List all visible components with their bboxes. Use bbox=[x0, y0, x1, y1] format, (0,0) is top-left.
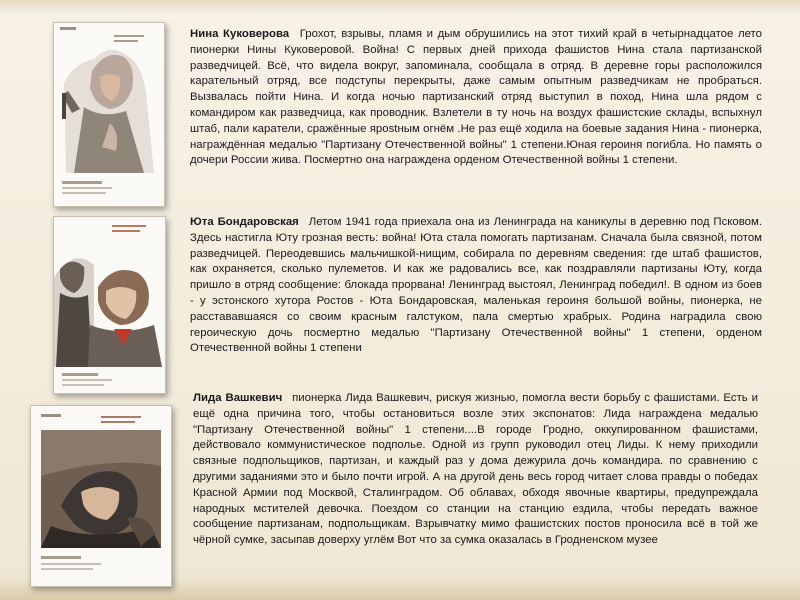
poster-lida-vashkevich bbox=[30, 405, 172, 587]
hero-name: Юта Бондаровская bbox=[190, 216, 299, 228]
portrait-yuta-illustration bbox=[54, 217, 165, 393]
hero-description: Летом 1941 года приехала она из Ленинграда на каникулы в деревню под Псковом. Здесь настигла Юту грозная весть: война! Юта стала помогать партизанам. Сначала была связной, потом разведчицей. Переодевшись мальчишкой-нищим, собирала по деревням сведения: где штаб фашистов, как охраняется, сколько пулеметов. И как же радовались все, как поздравляли партизаны Юту, когда пришло в отряд сообщение: блокада прорвана! Ленинград выстоял, Ленинград победил!. В одном из боев - у эстонского хутора Ростов - Юта Бондаровская, маленькая героиня большой войны, пионерка, не расстававшаяся со своим красным галстуком, пала смертью храбрых. Родина наградила свою героическую дочь посмертно медалью "Партизану Отечественной войны" 1 степени, орденом Отечественной войны 1 степени bbox=[190, 216, 762, 355]
portrait-lida-illustration bbox=[31, 406, 171, 586]
hero-description: пионерка Лида Вашкевич, рискуя жизнью, помогла вести борьбу с фашистами. Есть и ещё одна причина того, чтобы остановиться возле этих экспонатов: Лида награждена медалью "Партизану Отечественной войны" 1 степени....В городе Гродно, оккупированном фашистами, действовало коммунистическое подполье. Одной из групп руководил отец Лиды. К нему приходили связные подпольщиков, партизан, и каждый раз у дома дежурила дочь командира. по сравнению с другими заданиями это и было почти игрой. А на другой день весь город читает слова правды о победах Красной Армии под Москвой, Сталинградом. Об облавах, обходя явочные квартиры, предупреждала народных мстителей девочка. Поездом со станции на станцию ездила, чтобы передать важное сообщение партизанам, подпольщикам. Взрывчатку мимо фашистских постов проносила всё в той же чёрной сумке, засыпав доверху углём Вот что за сумка оказалась в Гродненском музее bbox=[193, 392, 758, 547]
hero-text-block-lida bbox=[193, 391, 758, 549]
hero-text-block-nina bbox=[190, 27, 762, 169]
hero-text-block-yuta bbox=[190, 215, 762, 357]
poster-yuta-bondarovskaya bbox=[53, 216, 166, 394]
hero-name: Лида Вашкевич bbox=[193, 392, 283, 404]
portrait-nina-illustration bbox=[54, 23, 164, 206]
poster-nina-kukoverova bbox=[53, 22, 165, 207]
top-edge-decoration bbox=[0, 0, 800, 14]
hero-name: Нина Куковерова bbox=[190, 28, 290, 40]
hero-description: Грохот, взрывы, пламя и дым обрушились на этот тихий край в четырнадцатое лето пионерки Нины Куковеровой. Война! С первых дней прихода фашистов Нина стала партизанской разведчицей. Всё, что видела вокруг, запоминала, сообщала в отряд. В деревне горы расположился карательный отряд, все подступы перекрыты, даже самым опытным разведчикам не пробраться. Вызвалась пойти Нина. И когда ночью партизанский отряд выступил в поход, Нина шла рядом с командиром как разведчица, как проводник. Взлетели в ту ночь на воздух фашистские склады, вспыхнул штаб, пали каратели, сражённые ярostным огнём .Не раз ещё ходила на боевые задания Нина - пионерка, награждённая медалью "Партизану Отечественной войны" 1 степени.Юная героиня погибла. Но память о дочери России жива. Посмертно она награждена орденом Отечественной войны 1 степени. bbox=[190, 28, 762, 167]
